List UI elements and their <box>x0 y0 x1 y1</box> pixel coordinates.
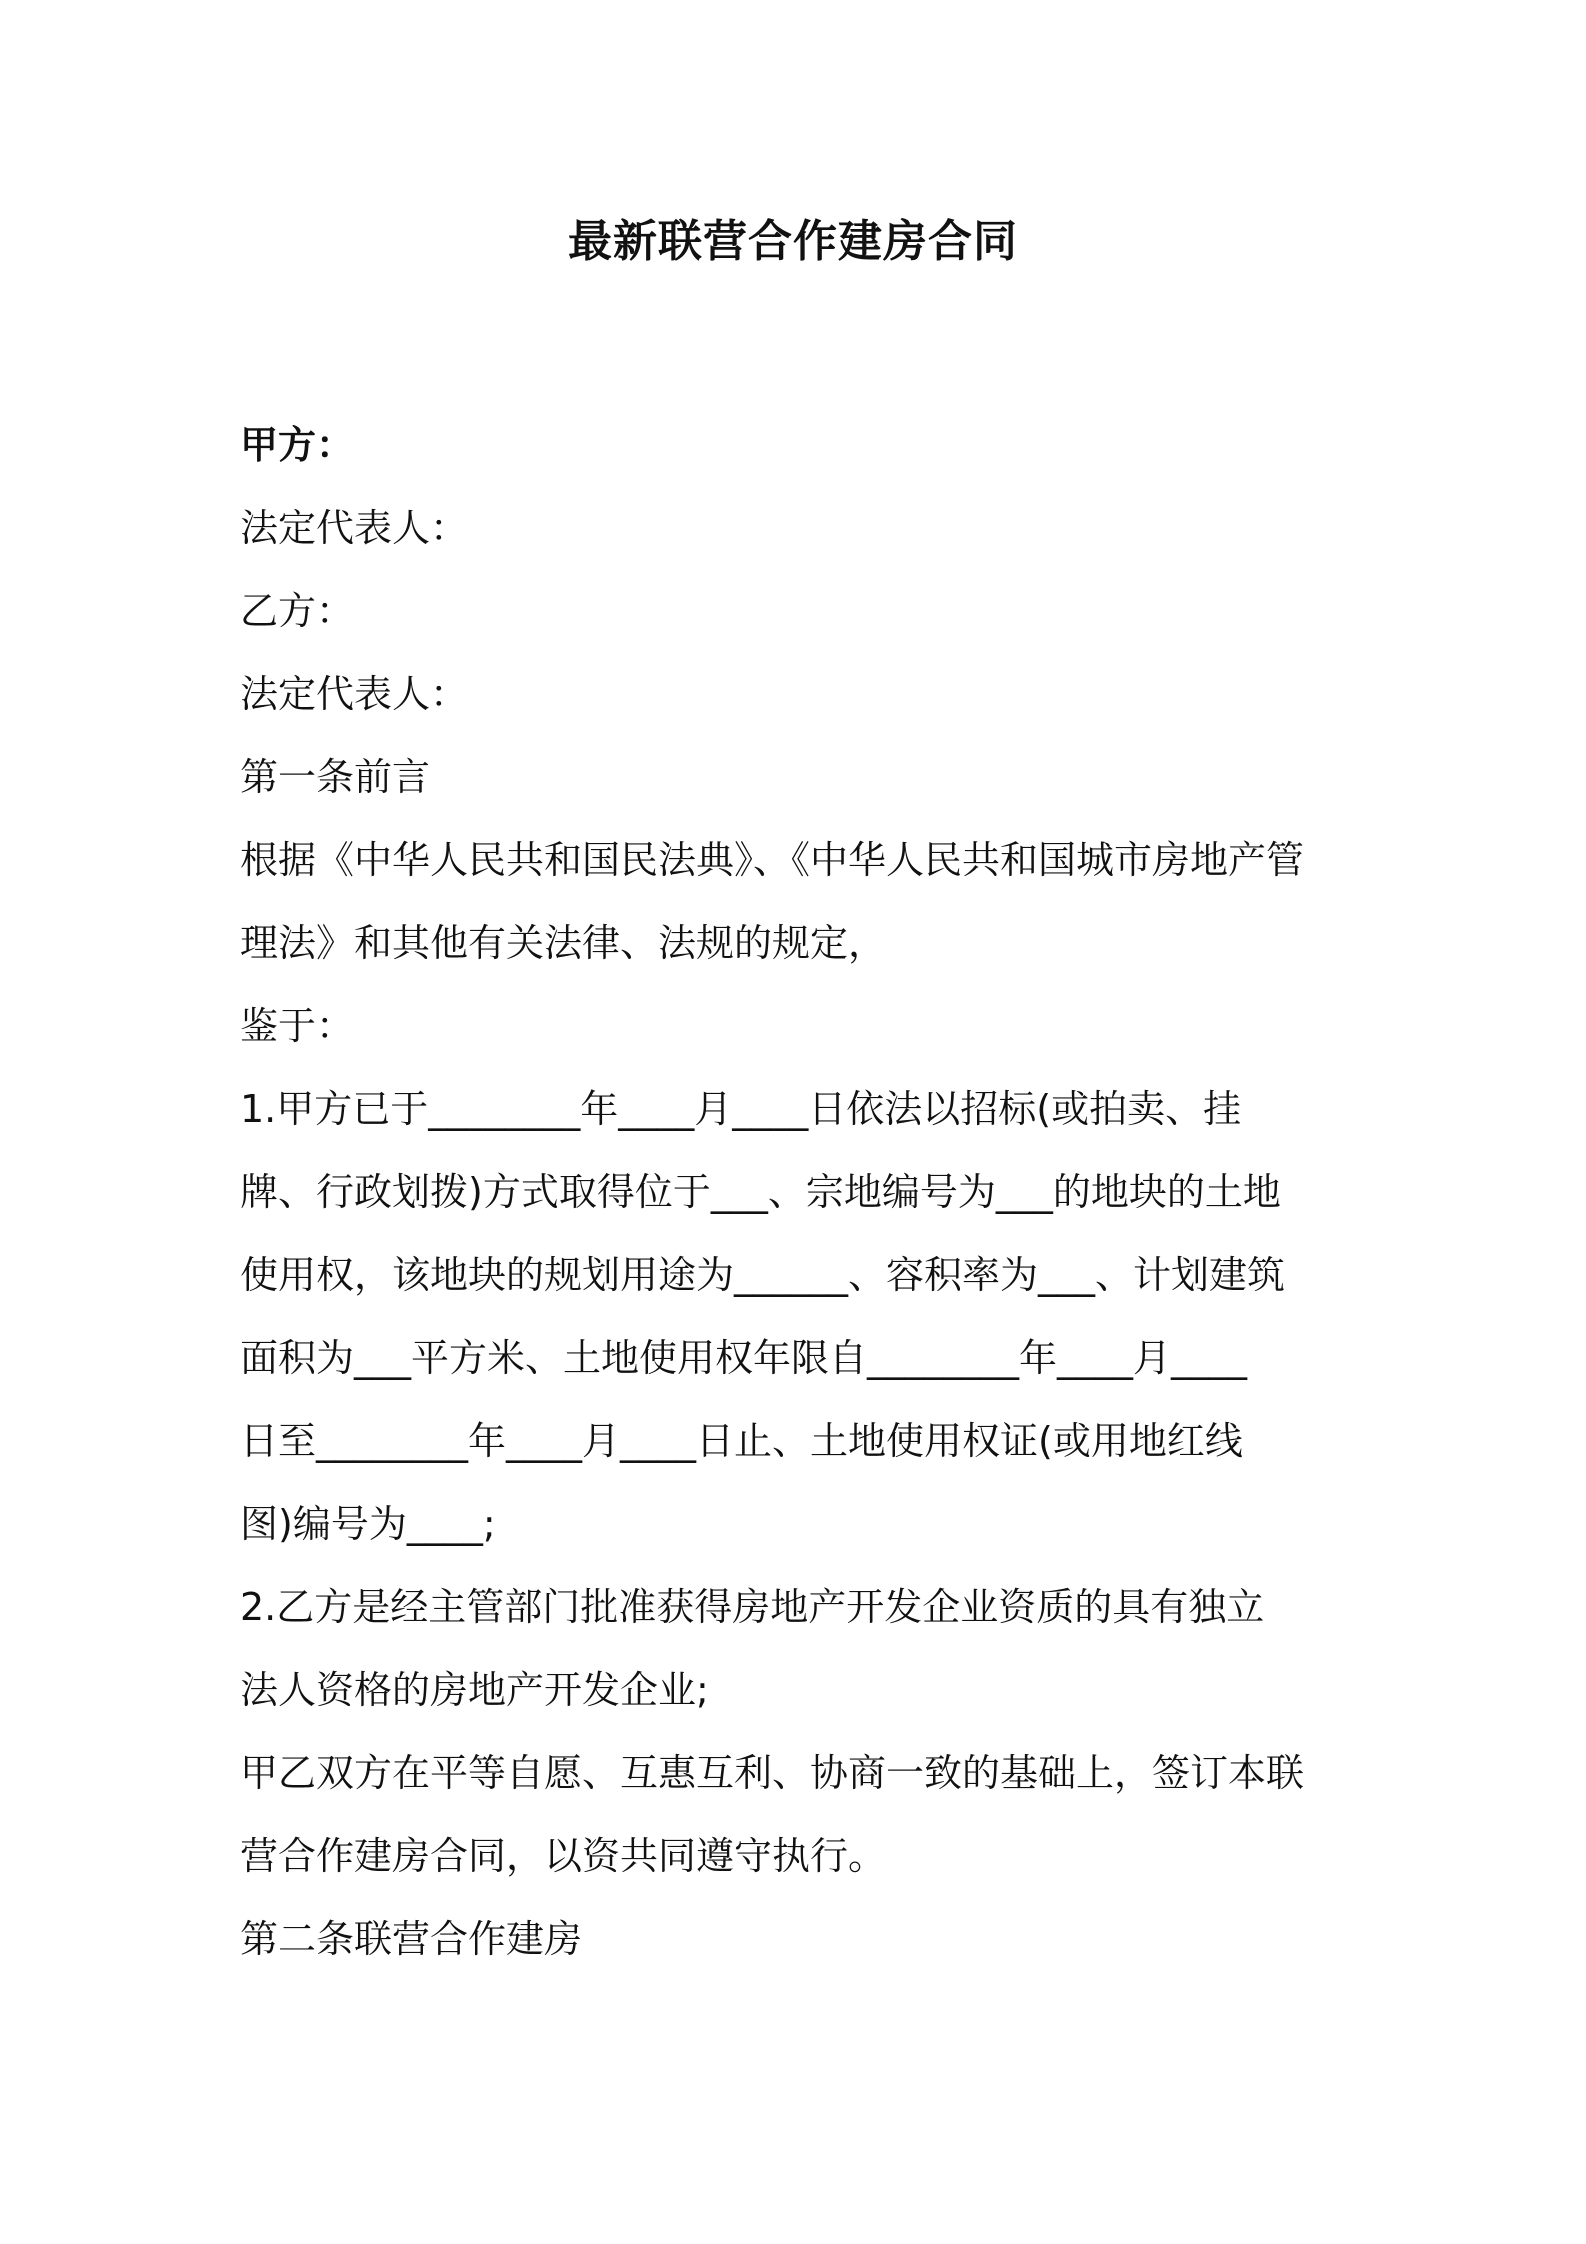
preamble-line-1: 根据《中华人民共和国民法典》、《中华人民共和国城市房地产管 <box>240 838 1305 882</box>
article-2-heading: 第二条联营合作建房 <box>240 1917 583 1961</box>
whereas-label: 鉴于： <box>240 1004 355 1048</box>
preamble-line-2: 理法》和其他有关法律、法规的规定， <box>240 921 887 965</box>
clause-2-line-1: 2.乙方是经主管部门批准获得房地产开发企业资质的具有独立 <box>240 1585 1265 1629</box>
document-body <box>240 404 1350 1981</box>
clause-2-line-2: 法人资格的房地产开发企业; <box>240 1668 709 1712</box>
clause-1-line-2: 牌、行政划拨)方式取得位于___、宗地编号为___的地块的土地 <box>240 1170 1281 1214</box>
clause-1-line-3: 使用权，该地块的规划用途为______、容积率为___、计划建筑 <box>240 1253 1286 1297</box>
clause-1-line-1: 1.甲方已于________年____月____日依法以招标(或拍卖、挂 <box>240 1087 1242 1131</box>
party-b-label: 乙方： <box>240 589 355 633</box>
clause-1-line-6: 图)编号为____; <box>240 1502 496 1546</box>
party-a-representative-label: 法定代表人： <box>240 506 469 550</box>
agreement-line-2: 营合作建房合同，以资共同遵守执行。 <box>240 1834 887 1878</box>
clause-1-line-5: 日至________年____月____日止、土地使用权证(或用地红线 <box>240 1419 1243 1463</box>
document-title: 最新联营合作建房合同 <box>568 216 1018 267</box>
agreement-line-1: 甲乙双方在平等自愿、互惠互利、协商一致的基础上，签订本联 <box>240 1751 1305 1795</box>
party-b-representative-label: 法定代表人： <box>240 672 469 716</box>
article-1-heading: 第一条前言 <box>240 755 431 799</box>
clause-1-line-4: 面积为___平方米、土地使用权年限自________年____月____ <box>240 1336 1248 1380</box>
party-a-label: 甲方： <box>240 423 355 467</box>
